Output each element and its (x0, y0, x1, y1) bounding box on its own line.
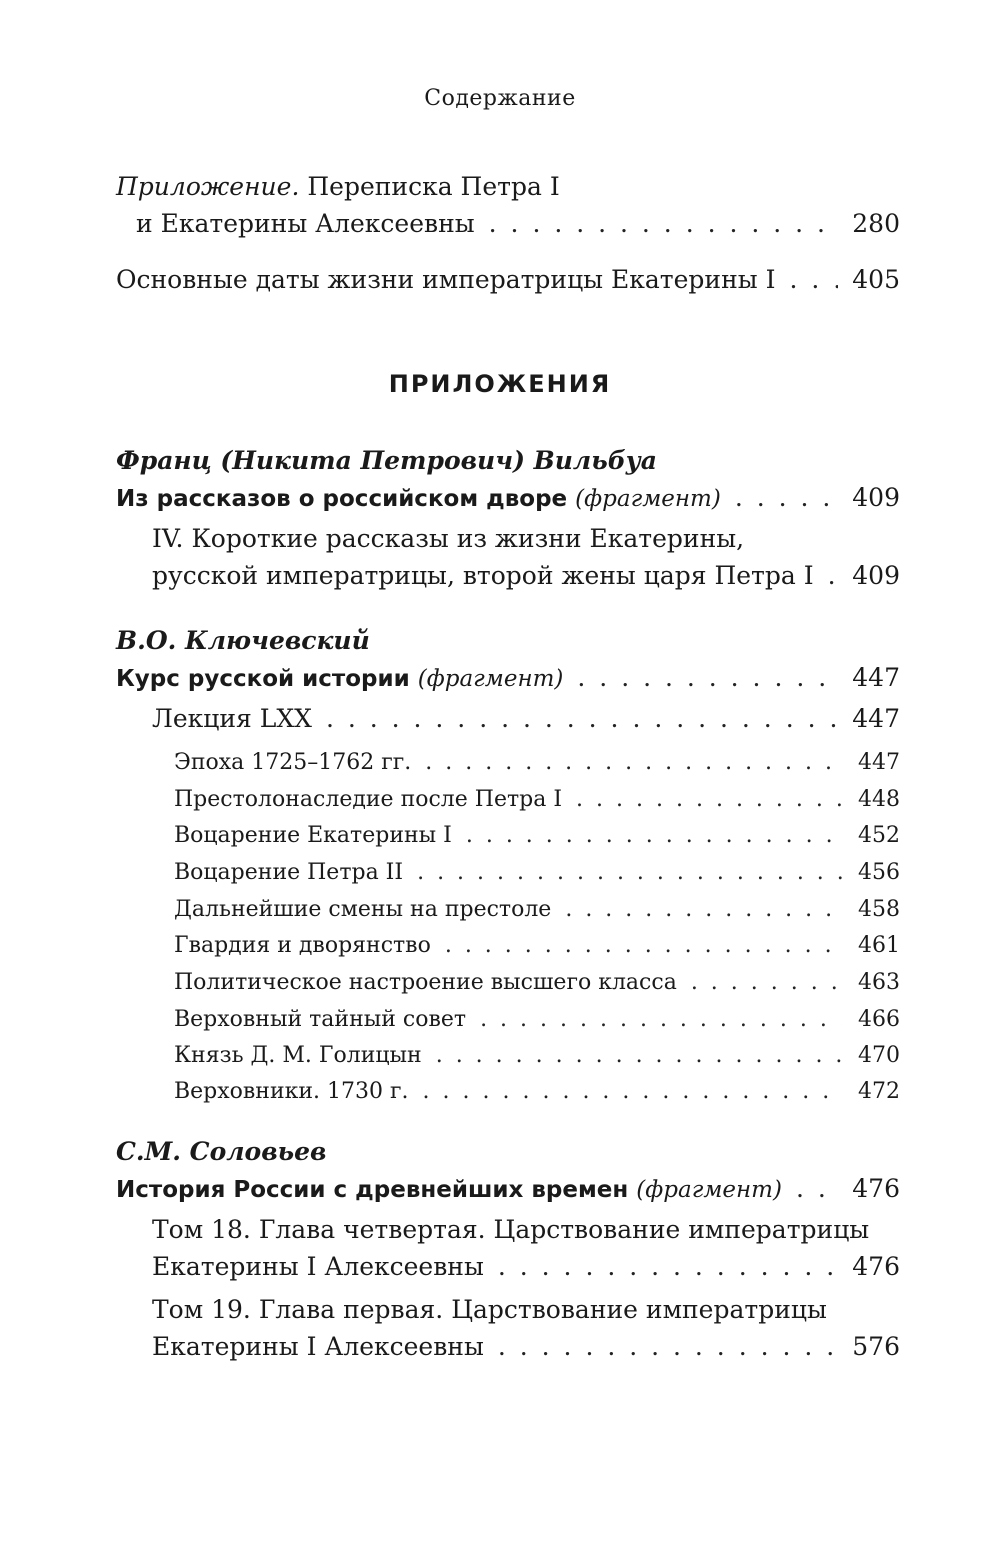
work-title: Курс русской истории (фрагмент) (116, 666, 564, 692)
section-title: ПРИЛОЖЕНИЯ (388, 370, 612, 398)
toc-subentry[interactable] (174, 1007, 900, 1032)
page-number: 476 (852, 1252, 900, 1281)
dates-title: Основные даты жизни императрицы Екатерины I (116, 265, 776, 294)
toc-subentry[interactable] (174, 933, 900, 958)
work-note: (фрагмент) (575, 486, 721, 512)
villebois-chapter-line1: IV. Короткие рассказы из жизни Екатерины, (152, 524, 745, 553)
dot-leader (691, 970, 842, 995)
subentry-title: Политическое настроение высшего класса (174, 970, 677, 995)
dot-leader (436, 1043, 842, 1068)
work-title: История России с древнейших времен (фрагмент) (116, 1177, 782, 1203)
subentry-title: Престолонаследие после Петра I (174, 787, 563, 812)
toc-entry-appendix[interactable] (136, 209, 900, 238)
subentry-title: Верховники. 1730 г. (174, 1079, 409, 1104)
work-note: (фрагмент) (636, 1177, 782, 1203)
vol19-line1: Том 19. Глава первая. Царствование императрицы (152, 1295, 827, 1324)
toc-entry-villebois-chapter[interactable] (152, 561, 900, 590)
dot-leader (576, 787, 842, 812)
subentry-title: Верховный тайный совет (174, 1007, 467, 1032)
dot-leader (498, 1252, 838, 1281)
author-villebois: Франц (Никита Петрович) Вильбуа (116, 446, 657, 475)
page-number: 447 (852, 704, 900, 733)
page-number: 409 (852, 561, 900, 590)
vol18-line1: Том 18. Глава четвертая. Царствование императрицы (152, 1215, 870, 1244)
appendix-prefix: Приложение. (116, 172, 300, 201)
toc-subentry[interactable] (174, 1043, 900, 1068)
subentry-title: Воцарение Екатерины I (174, 823, 452, 848)
dot-leader (796, 1174, 838, 1203)
vol19-line2: Екатерины I Алексеевны (152, 1332, 484, 1361)
chapter-title-line2: русской императрицы, второй жены царя Петра I (152, 561, 814, 590)
toc-subentry[interactable] (174, 860, 900, 885)
page-number: 576 (852, 1332, 900, 1361)
dot-leader (466, 823, 842, 848)
page-number: 456 (858, 860, 900, 885)
toc-subentry[interactable] (174, 897, 900, 922)
toc-subentry[interactable] (174, 750, 900, 775)
appendix-title-line1: Переписка Петра I (299, 172, 560, 201)
page-number: 280 (852, 209, 900, 238)
page-number: 447 (858, 750, 900, 775)
page-number: 472 (858, 1079, 900, 1104)
dot-leader (828, 561, 839, 590)
work-title: Из рассказов о российском дворе (фрагмент) (116, 486, 721, 512)
dot-leader (480, 1007, 842, 1032)
page-number: 452 (858, 823, 900, 848)
vol18-line2: Екатерины I Алексеевны (152, 1252, 484, 1281)
page-number: 405 (852, 265, 900, 294)
page-number: 463 (858, 970, 900, 995)
subentry-title: Гвардия и дворянство (174, 933, 431, 958)
dot-leader (425, 750, 842, 775)
toc-entry-vol19[interactable] (152, 1332, 900, 1361)
dot-leader (789, 265, 838, 294)
page-number: 466 (858, 1007, 900, 1032)
work-note: (фрагмент) (417, 666, 564, 692)
running-head: Содержание (424, 86, 576, 111)
dot-leader (417, 860, 842, 885)
dot-leader (326, 704, 838, 733)
appendix-title-line2: и Екатерины Алексеевны (136, 209, 475, 238)
dot-leader (735, 483, 838, 512)
page-number: 447 (852, 663, 900, 692)
toc-entry-solovyov-work[interactable] (116, 1174, 900, 1203)
page-number: 461 (858, 933, 900, 958)
subentry-title: Князь Д. М. Голицын (174, 1043, 422, 1068)
toc-subentry[interactable] (174, 1079, 900, 1104)
toc-subentry[interactable] (174, 970, 900, 995)
toc-entry-dates[interactable] (116, 265, 900, 294)
toc-entry-vol18[interactable] (152, 1252, 900, 1281)
page-number: 470 (858, 1043, 900, 1068)
author-solovyov: С.М. Соловьев (116, 1137, 327, 1166)
dot-leader (423, 1079, 842, 1104)
dot-leader (498, 1332, 838, 1361)
toc-entry-villebois-work[interactable] (116, 483, 900, 512)
page-number: 409 (852, 483, 900, 512)
dot-leader (565, 897, 842, 922)
dot-leader (445, 933, 842, 958)
appendix-entry-line1 (116, 172, 560, 201)
dot-leader (489, 209, 839, 238)
page-number: 476 (852, 1174, 900, 1203)
dot-leader (577, 663, 838, 692)
subentry-title: Эпоха 1725–1762 гг. (174, 750, 412, 775)
toc-entry-lecture[interactable] (152, 704, 900, 733)
subentry-title: Дальнейшие смены на престоле (174, 897, 552, 922)
toc-subentry[interactable] (174, 823, 900, 848)
subentry-title: Воцарение Петра II (174, 860, 404, 885)
page-number: 458 (858, 897, 900, 922)
author-klyuchevsky: В.О. Ключевский (116, 626, 370, 655)
toc-subentry[interactable] (174, 787, 900, 812)
page-number: 448 (858, 787, 900, 812)
toc-entry-klyuchevsky-work[interactable] (116, 663, 900, 692)
lecture-title: Лекция LXX (152, 704, 312, 733)
